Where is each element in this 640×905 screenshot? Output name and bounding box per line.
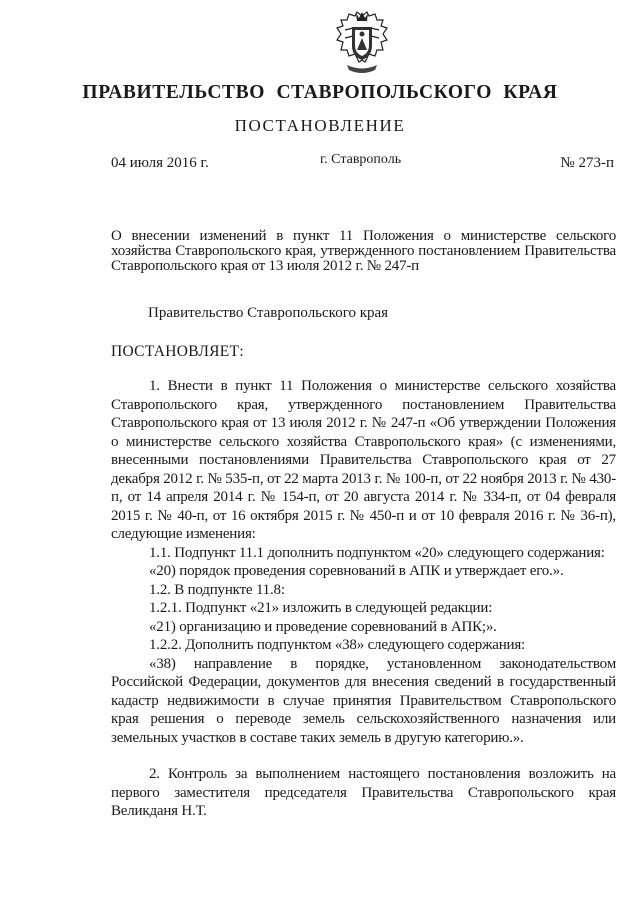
document-subject: О внесении изменений в пункт 11 Положения о министерстве сельского хозяйства Ставропольского края, утвержденного постановлением Правительства Ставропольского края от 13 июля 2012 г. № 247-п [111,228,616,274]
item-1-1-paragraph: 1.1. Подпункт 11.1 дополнить подпунктом «20» следующего содержания: [149,544,605,561]
item-2-block [111,765,616,821]
document-number: № 273-п [560,155,614,171]
item-1-2-1-paragraph: 1.2.1. Подпункт «21» изложить в следующей редакции: [149,600,493,616]
document-type: ПОСТАНОВЛЕНИЕ [234,116,406,135]
item-1-2-2-paragraph: 1.2.2. Дополнить подпунктом «38» следующего содержания: [149,637,526,653]
organization-title: ПРАВИТЕЛЬСТВО СТАВРОПОЛЬСКОГО КРАЯ [82,82,558,103]
item-1-2-paragraph: 1.2. В подпункте 11.8: [149,581,285,598]
decree-word: ПОСТАНОВЛЯЕТ: [111,343,244,360]
document-city: г. Ставрополь [320,152,402,167]
item-1-2-1-content: «21) организацию и проведение соревнований в АПК;». [149,618,497,635]
document-date: 04 июля 2016 г. [111,155,209,171]
coat-of-arms-emblem [333,10,391,74]
item-1-paragraph: 1. Внести в пункт 11 Положения о министерстве сельского хозяйства Ставропольского края, утвержденного постановлением Правительства Ставропольского края от 13 июля 2012 г. № 247-п «Об утверждении Положения о министерстве сельского хозяйства Ставропольского края» (с изменениями, внесенными постановлениями Правительства Ставропольского края от 27 декабря 2012 г. № 535-п, от 22 марта 2013 г. № 100-п, от 22 ноября 2013 г. № 430-п, от 14 апреля 2014 г. № 154-п, от 20 августа 2014 г. № 334-п, от 04 февраля 2015 г. № 40-п, от 16 октября 2015 г. № 450-п и от 10 февраля 2016 г. № 36-п), следующие изменения: [111,378,616,542]
item-2-paragraph: 2. Контроль за выполнением настоящего постановления возложить на первого заместителя председателя Правительства Ставропольского края Великданя Н.Т. [111,766,616,819]
item-1-2-2-content: «38) направление в порядке, установленном законодательством Российской Федерации, документов для внесения сведений в государственный кадастр недвижимости в случае принятия Правительством Ставропольского края решения о переводе земель сельскохозяйственного назначения или земельных участков в составе таких земель в другую категорию.». [111,655,616,746]
issuer: Правительство Ставропольского края [148,305,389,321]
item-1-1-content: «20) порядок проведения соревнований в АПК и утверждает его.». [149,563,564,579]
item-1-block [111,377,616,747]
